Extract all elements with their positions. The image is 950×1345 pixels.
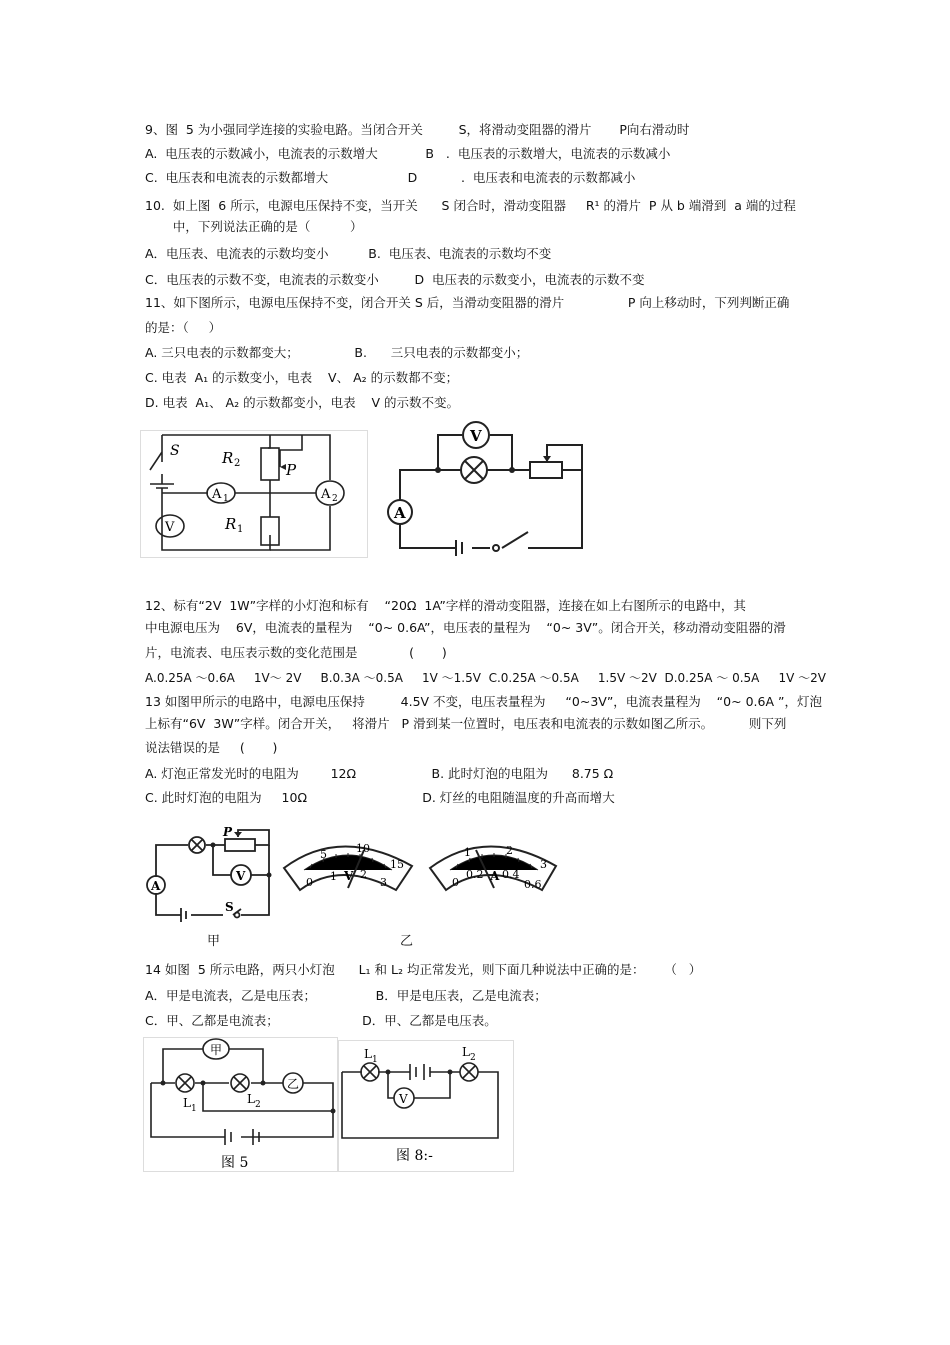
r1-sub: 1 — [237, 524, 244, 535]
figure-jia-caption: 甲 — [207, 934, 221, 949]
vm-tick-top-10: 10 — [356, 842, 370, 855]
switch-s-label: S — [170, 443, 180, 459]
lamp-l1-sub: 1 — [372, 1055, 378, 1065]
q11-option-c: C. 电表 A₁ 的示数变小，电表 V、 A₂ 的示数都不变； — [145, 370, 459, 385]
ammeter-label: A — [151, 879, 161, 893]
lamp-l1-label: L — [183, 1096, 191, 1110]
voltmeter-label: V — [165, 520, 175, 535]
voltmeter-label: V — [470, 427, 482, 445]
q13-stem-cont2: 说法错误的是 ( ) — [145, 740, 278, 755]
q14-stem: 14 如图 5 所示电路，两只小灯泡 L₁ 和 L₂ 均正常发光，则下面几种说法中正确的是： （ ） — [145, 962, 702, 977]
q12-options: A.0.25A ～0.6A 1V～ 2V B.0.3A ～0.5A 1V ～1.5V C.0.25A ～0.5A 1.5V ～2V D.0.25A ～ 0.5A 1V ～2V — [145, 671, 826, 685]
am-tick-bot-02: 0.2 — [466, 868, 484, 881]
vm-tick-bot-2: 2 — [360, 868, 367, 881]
am-unit: A — [490, 869, 500, 883]
figure-5-circuit — [143, 1037, 338, 1172]
figure-circuit-r1-r2 — [140, 430, 368, 558]
lamp-l1-sub: 1 — [191, 1104, 197, 1114]
figure-5-caption: 图 5 — [221, 1155, 249, 1171]
q13-stem: 13 如图甲所示的电路中，电源电压保持 4.5V 不变，电压表量程为 “0~3V”，电流表量程为 “0~ 0.6A ”，灯泡 — [145, 694, 822, 709]
ammeter-a2-sub: 2 — [332, 494, 338, 504]
ammeter-label: A — [394, 504, 406, 522]
switch-s-label: S — [225, 900, 234, 914]
r2-sub: 2 — [234, 458, 241, 469]
figure-yi-meters — [280, 828, 560, 903]
ammeter-a2-label: A — [321, 487, 331, 502]
figure-8-caption: 图 8:- — [396, 1148, 433, 1164]
am-tick-top-1: 1 — [464, 846, 471, 859]
am-tick-bot-04: 0.4 — [502, 868, 520, 881]
vm-tick-top-15: 15 — [390, 858, 404, 871]
figure-yi-caption: 乙 — [400, 934, 414, 949]
am-tick-top-2: 2 — [506, 844, 513, 857]
vm-tick-bot-3: 3 — [380, 876, 387, 889]
r1-label: R — [225, 515, 237, 533]
q10-stem: 10. 如上图 6 所示，电源电压保持不变，当开关 S 闭合时，滑动变阻器 R¹ 的滑片 P 从 b 端滑到 a 端的过程 — [145, 198, 796, 213]
am-tick-bot-0: 0 — [452, 876, 459, 889]
am-tick-bot-06: 0.6 — [524, 878, 542, 891]
lamp-l2-label: L — [247, 1092, 255, 1106]
vm-tick-bot-1: 1 — [330, 870, 337, 883]
slider-p-label: P — [286, 461, 297, 479]
vm-unit: V — [344, 869, 354, 883]
q13-option-ab: A. 灯泡正常发光时的电阻为 12Ω B. 此时灯泡的电阻为 8.75 Ω — [145, 766, 614, 781]
figure-8-circuit — [338, 1040, 514, 1172]
q12-stem-cont: 中电源电压为 6V，电流表的量程为 “0~ 0.6A”，电压表的量程为 “0~ 3V”。闭合开关，移动滑动变阻器的滑 — [145, 620, 786, 635]
q11-stem-cont: 的是：（ ） — [145, 320, 222, 335]
q13-option-cd: C. 此时灯泡的电阻为 10Ω D. 灯丝的电阻随温度的升高而增大 — [145, 790, 615, 805]
voltmeter-label: V — [236, 869, 246, 883]
ammeter-a1-label: A — [212, 487, 222, 502]
q9-stem: 9、图 5 为小强同学连接的实验电路。当闭合开关 S，将滑动变阻器的滑片 P向右滑动时 — [145, 122, 690, 137]
q11-option-ab: A. 三只电表的示数都变大； B. 三只电表的示数都变小； — [145, 345, 529, 360]
vm-tick-bot-0: 0 — [306, 876, 313, 889]
q11-stem: 11、如下图所示，电源电压保持不变，闭合开关 S 后，当滑动变阻器的滑片 P 向上移动时，下列判断正确 — [145, 295, 790, 310]
q14-option-cd: C．甲、乙都是电流表； D．甲、乙都是电压表。 — [145, 1013, 497, 1028]
meter-yi-label: 乙 — [287, 1077, 300, 1091]
r2-label: R — [222, 449, 234, 467]
q13-stem-cont: 上标有“6V 3W”字样。闭合开关， 将滑片 P 滑到某一位置时，电压表和电流表的示数如图乙所示。 则下列 — [145, 716, 787, 731]
am-tick-top-3: 3 — [540, 858, 547, 871]
slider-p-label: P — [223, 825, 233, 839]
figure-circuit-lamp-rheostat — [382, 420, 592, 560]
q11-option-d: D. 电表 A₁、 A₂ 的示数都变小，电表 V 的示数不变。 — [145, 395, 460, 410]
vm-tick-top-5: 5 — [320, 848, 327, 861]
lamp-l2-sub: 2 — [255, 1100, 261, 1110]
q10-stem-cont: 中，下列说法正确的是（ ） — [145, 219, 363, 234]
voltmeter-label: V — [399, 1092, 408, 1106]
q10-option-cd: C．电压表的示数不变，电流表的示数变小 D 电压表的示数变小，电流表的示数不变 — [145, 272, 645, 287]
meter-jia-label: 甲 — [210, 1043, 223, 1057]
q10-option-ab: A．电压表、电流表的示数均变小 B. 电压表、电流表的示数均不变 — [145, 246, 552, 261]
lamp-l1-label: L — [364, 1047, 372, 1061]
q14-option-ab: A．甲是电流表，乙是电压表； B．甲是电压表，乙是电流表； — [145, 988, 547, 1003]
q9-option-ab: A. 电压表的示数减小，电流表的示数增大 B . 电压表的示数增大，电流表的示数减小 — [145, 146, 671, 161]
q12-stem-cont2: 片，电流表、电压表示数的变化范围是 ( ) — [145, 645, 447, 660]
lamp-l2-sub: 2 — [470, 1053, 476, 1063]
figure-jia-circuit — [143, 825, 278, 925]
lamp-l2-label: L — [462, 1045, 470, 1059]
q12-stem: 12、标有“2V 1W”字样的小灯泡和标有 “20Ω 1A”字样的滑动变阻器，连接在如上右图所示的电路中，其 — [145, 598, 746, 613]
q9-option-cd: C. 电压表和电流表的示数都增大 D . 电压表和电流表的示数都减小 — [145, 170, 636, 185]
ammeter-a1-sub: 1 — [223, 494, 229, 504]
